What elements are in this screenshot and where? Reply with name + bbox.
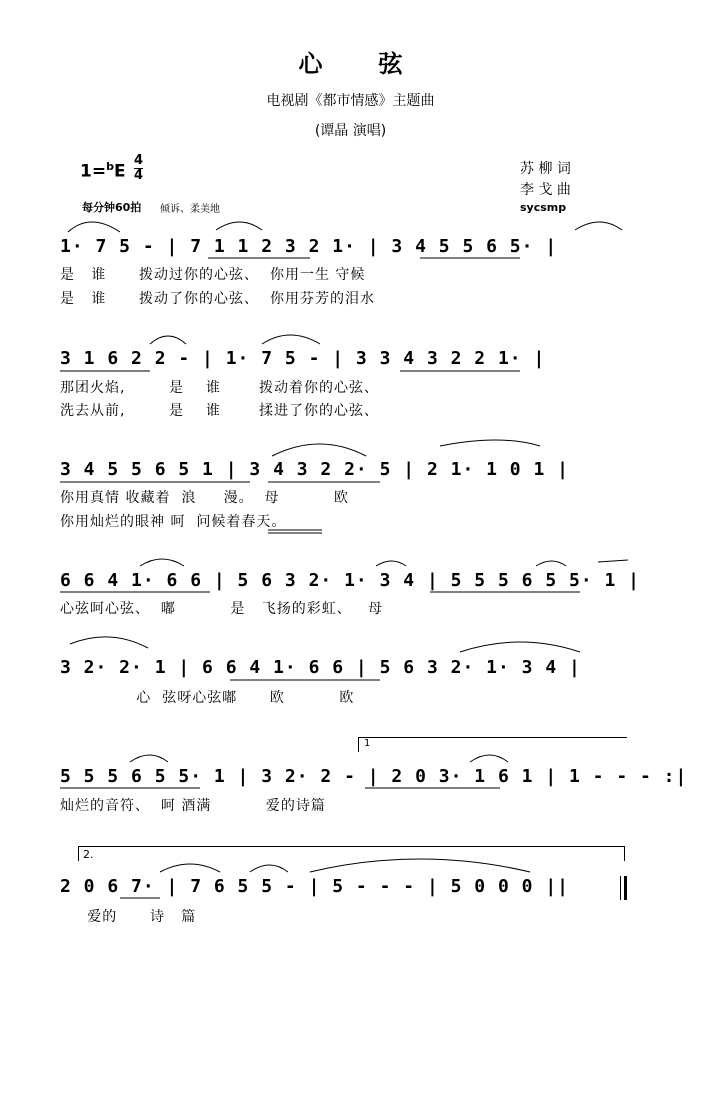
tempo-marking: 每分钟60拍	[82, 201, 142, 214]
lyrics-row-2-verse-2: 洗去从前, 是 谁 揉进了你的心弦、	[60, 403, 380, 419]
notation-row-2: 3 1 6 2 2 - | 1· 7 5 - | 3 3 4 3 2 2 1· |	[60, 348, 546, 369]
lyrics-row-7: 爱的 诗 篇	[60, 909, 197, 925]
lyrics-row-4: 心弦呵心弦、 嘟 是 飞扬的彩虹、 母	[60, 601, 384, 617]
lyrics-row-2-verse-1: 那团火焰, 是 谁 拨动着你的心弦、	[60, 380, 380, 396]
time-top: 4	[134, 153, 144, 168]
slur-mark	[262, 335, 320, 344]
slur-mark	[160, 864, 220, 872]
song-subtitle: 电视剧《都市情感》主题曲	[266, 93, 435, 109]
watermark-text: sycsmp	[520, 201, 567, 214]
slur-mark	[250, 865, 288, 872]
notation-row-7: 2 0 6 7· | 7 6 5 5 - | 5 - - - | 5 0 0 0 ||	[60, 876, 569, 897]
notation-row-1: 1· 7 5 - | 7 1 1 2 3 2 1· | 3 4 5 5 6 5· |	[60, 236, 558, 257]
notation-row-3: 3 4 5 5 6 5 1 | 3 4 3 2 2· 5 | 2 1· 1 0 1 |	[60, 459, 569, 480]
slur-mark	[216, 222, 262, 230]
second-ending-label: 2.	[83, 848, 94, 861]
key-flat: b	[106, 160, 114, 173]
composer-credit: 李 戈 曲	[520, 182, 571, 198]
tie-mark	[598, 560, 628, 562]
lyrics-row-1-verse-1: 是 谁 拨动过你的心弦、 你用一生 守候	[60, 267, 366, 283]
slur-mark	[310, 859, 530, 872]
key-note: E	[113, 161, 126, 182]
song-title: 心弦	[298, 50, 459, 78]
final-barline-thin	[620, 876, 621, 900]
lyrics-row-5: 心 弦呀心弦嘟 欧 欧	[60, 690, 355, 706]
singer-credit: (谭晶 演唱)	[314, 123, 387, 139]
notation-row-6: 5 5 5 6 5 5· 1 | 3 2· 2 - | 2 0 3· 1 6 1 | 1 - - - :|	[60, 766, 688, 787]
first-ending-label: 1	[364, 738, 371, 749]
lyrics-row-1-verse-2: 是 谁 拨动了你的心弦、 你用芬芳的泪水	[60, 291, 375, 307]
lyrics-row-3-verse-2: 你用灿烂的眼神 呵 问候着春天。	[60, 514, 287, 530]
slur-mark	[440, 440, 540, 446]
slur-mark	[376, 561, 406, 566]
slur-mark	[68, 222, 120, 232]
slur-mark	[470, 755, 508, 762]
notation-row-5: 3 2· 2· 1 | 6 6 4 1· 6 6 | 5 6 3 2· 1· 3 4 |	[60, 657, 581, 678]
slur-mark	[150, 336, 186, 344]
time-bottom: 4	[134, 168, 144, 183]
lyrics-row-3-verse-1: 你用真情 收藏着 浪 漫。 母 欧	[60, 490, 350, 506]
slur-mark	[70, 637, 148, 648]
slur-mark	[536, 561, 566, 566]
lyricist-credit: 苏 柳 词	[520, 161, 571, 177]
lyrics-row-6: 灿烂的音符、 呵 酒满 爱的诗篇	[60, 798, 326, 814]
notation-row-4: 6 6 4 1· 6 6 | 5 6 3 2· 1· 3 4 | 5 5 5 6 5 5· 1 |	[60, 570, 641, 591]
mood-marking: 倾诉、柔美地	[160, 204, 220, 215]
slur-mark	[460, 642, 580, 652]
slur-mark	[140, 559, 184, 566]
slur-mark	[575, 222, 622, 230]
key-label: 1=	[80, 161, 107, 182]
slur-mark	[272, 444, 366, 456]
slur-mark	[130, 755, 168, 762]
final-barline-thick	[624, 876, 627, 900]
